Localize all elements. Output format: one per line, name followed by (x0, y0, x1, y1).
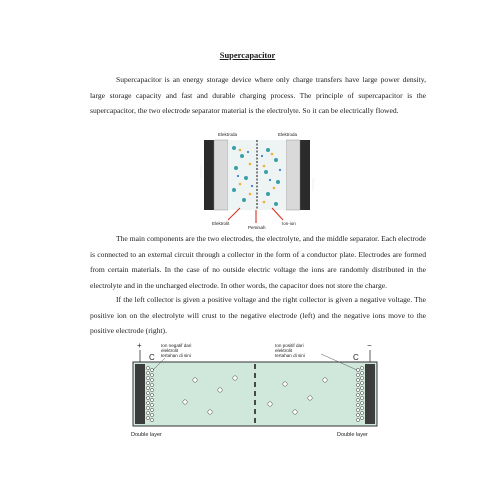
paragraph-components: The main components are the two electrodes, the electrolyte, and the middle separator. Each electrode is connected to an external circuit through a collector in the form of a conductor plate. Electrodes are formed from certain materials. In the case of no outside electric voltage the ions are randomly distributed in the electrolyte and in the uncharged electrode. In other words, the capacitor does not store the charge. (90, 234, 426, 290)
label-ion: Ion-ion (282, 221, 296, 226)
svg-text:elektrolit: elektrolit (275, 348, 293, 353)
svg-text:Ion negatif dari: Ion negatif dari (161, 343, 192, 348)
label-electrode-right: Elektroda (278, 132, 298, 137)
svg-text:elektrolit: elektrolit (161, 348, 179, 353)
label-collector-right: Kolektor (311, 178, 315, 192)
page-title: Supercapacitor (219, 50, 276, 60)
collector-right (300, 140, 310, 210)
electrode-right (365, 364, 375, 424)
supercapacitor-structure-figure (198, 128, 316, 230)
label-double-layer-left: Double layer (131, 432, 162, 438)
electrode-left (135, 364, 145, 424)
label-electrode-left: Elektroda (218, 132, 238, 137)
svg-text:tertahan di sini: tertahan di sini (161, 353, 191, 358)
paragraph-intro: Supercapacitor is an energy storage device where only charge transfers have large power density, large storage capacity and fast and durable charging process. The principle of supercapacitor is the supercapacitor, the two electrode separator material is the electrolyte. So it can be electrically flowed. (90, 75, 426, 115)
electrode-right (286, 140, 300, 210)
label-separator: Pemisah (248, 225, 266, 230)
label-c-right: C (353, 353, 359, 362)
collector-left (204, 140, 214, 210)
label-electrolyte: Elektrolit (212, 221, 230, 226)
terminal-plus: + (137, 341, 142, 350)
label-c-left: C (149, 353, 155, 362)
paragraph-voltage: If the left collector is given a positive voltage and the right collector is given a negative voltage. The positive ion on the electrolyte will crust to the negative electrode (left) and the negative ions move to the positive electrode (right). (90, 295, 426, 335)
terminal-minus: − (367, 341, 372, 350)
svg-text:tertahan di sini: tertahan di sini (275, 353, 305, 358)
label-collector-left: Kolektor (199, 164, 203, 178)
svg-text:Ion positif dari: Ion positif dari (275, 343, 304, 348)
electrode-left (214, 140, 228, 210)
label-double-layer-right: Double layer (337, 432, 368, 438)
double-layer-figure (125, 340, 385, 440)
